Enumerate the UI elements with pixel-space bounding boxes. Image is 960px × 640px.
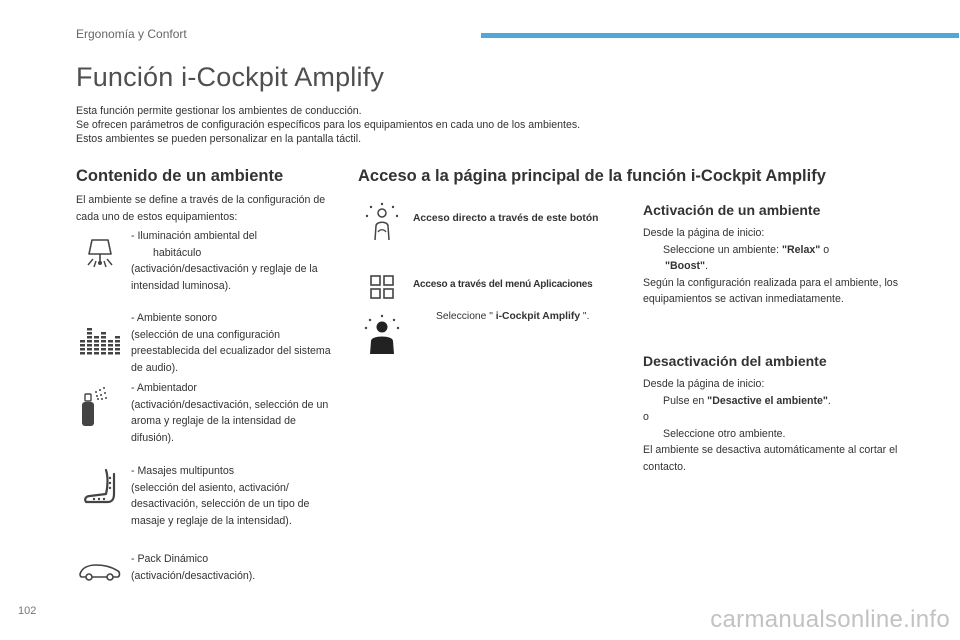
activation-or: o: [820, 243, 830, 256]
activation-para: Según la configuración realizada para el ambiente, los equipamientos se activan inmediatamente.: [643, 276, 899, 305]
item-title: - Ambiente sonoro: [131, 312, 217, 324]
intro-text: [76, 104, 636, 146]
activation-from: Desde la página de inicio:: [643, 227, 765, 239]
item-massage: [131, 463, 341, 529]
item-desc: (activación/desactivación).: [131, 569, 256, 582]
deactivation-from: Desde la página de inicio:: [643, 378, 765, 390]
deactivation-body: [643, 376, 903, 475]
relax-option: "Relax": [781, 243, 821, 256]
activation-body: [643, 225, 903, 308]
deactivate-option: "Desactive el ambiente": [707, 394, 828, 407]
select-prefix: Seleccione ": [436, 311, 496, 322]
deactivation-press-prefix: Pulse en: [663, 394, 708, 407]
menu-access-text: Acceso a través del menú Aplicaciones: [413, 279, 593, 290]
amplify-button-icon: [362, 202, 402, 242]
item-fragrance: [131, 380, 341, 446]
deactivation-para: El ambiente se desactiva automáticamente al cortar el contacto.: [643, 444, 898, 473]
activation-select: [643, 242, 903, 259]
intro-line: Esta función permite gestionar los ambientes de conducción.: [76, 105, 362, 117]
activation-select-prefix: Seleccione un ambiente:: [663, 243, 782, 256]
item-title: - Ambientador: [131, 382, 197, 394]
ambient-light-icon: [78, 230, 122, 274]
select-amplify-text: [416, 311, 589, 322]
content-lead: El ambiente se define a través de la configuración de cada uno de estos equipamientos:: [76, 194, 326, 223]
person-icon: [362, 314, 402, 354]
massage-seat-icon: [78, 466, 122, 510]
select-bold: i-Cockpit Amplify: [495, 311, 581, 322]
activation-boost-line: [643, 258, 903, 275]
item-title: - Pack Dinámico: [131, 553, 209, 565]
intro-line: Estos ambientes se pueden personalizar en la pantalla táctil.: [76, 133, 362, 145]
fragrance-icon: [78, 384, 122, 428]
boost-option: "Boost": [665, 260, 706, 272]
item-ambient-light: [131, 228, 341, 294]
deactivation-other-text: Seleccione otro ambiente.: [663, 427, 786, 440]
activation-period: .: [705, 260, 709, 272]
intro-line: Se ofrecen parámetros de configuración específicos para los equipamientos en cada uno de los ambientes.: [76, 119, 581, 131]
content-heading: Contenido de un ambiente: [76, 167, 284, 185]
car-icon: [78, 552, 122, 596]
activation-heading: Activación de un ambiente: [643, 202, 821, 218]
deactivation-heading: Desactivación del ambiente: [643, 353, 827, 369]
page-number: 102: [18, 605, 37, 617]
select-suffix: ".: [580, 311, 590, 322]
item-title: - Iluminación ambiental del: [131, 230, 258, 242]
item-desc: (activación/desactivación y reglaje de la intensidad luminosa).: [131, 263, 318, 292]
item-desc: (selección de una configuración preestablecida del ecualizador del sistema de audio).: [131, 328, 331, 374]
access-heading: Acceso a la página principal de la función i-Cockpit Amplify: [358, 167, 826, 185]
watermark: carmanualsonline.info: [710, 606, 950, 633]
header-accent-bar: [481, 33, 959, 38]
section-label: Ergonomía y Confort: [76, 27, 187, 41]
apps-grid-icon: [370, 275, 394, 299]
item-dynamic-pack: [131, 551, 341, 584]
item-title-cont: habitáculo: [153, 246, 202, 259]
deactivation-press: [643, 393, 903, 410]
item-desc: (selección del asiento, activación/ desactivación, selección de un tipo de masaje y reglaje de la intensidad).: [131, 481, 310, 527]
deactivation-or: o: [643, 411, 649, 423]
equalizer-icon: [78, 316, 122, 360]
deactivation-other: [643, 426, 903, 443]
direct-access-text: Acceso directo a través de este botón: [413, 213, 599, 224]
item-title: - Masajes multipuntos: [131, 465, 235, 477]
page-title: Función i-Cockpit Amplify: [76, 62, 385, 92]
deactivation-period: .: [827, 394, 831, 407]
item-desc: (activación/desactivación, selección de un aroma y reglaje de la intensidad de difusión).: [131, 398, 329, 444]
item-sound: [131, 310, 341, 376]
